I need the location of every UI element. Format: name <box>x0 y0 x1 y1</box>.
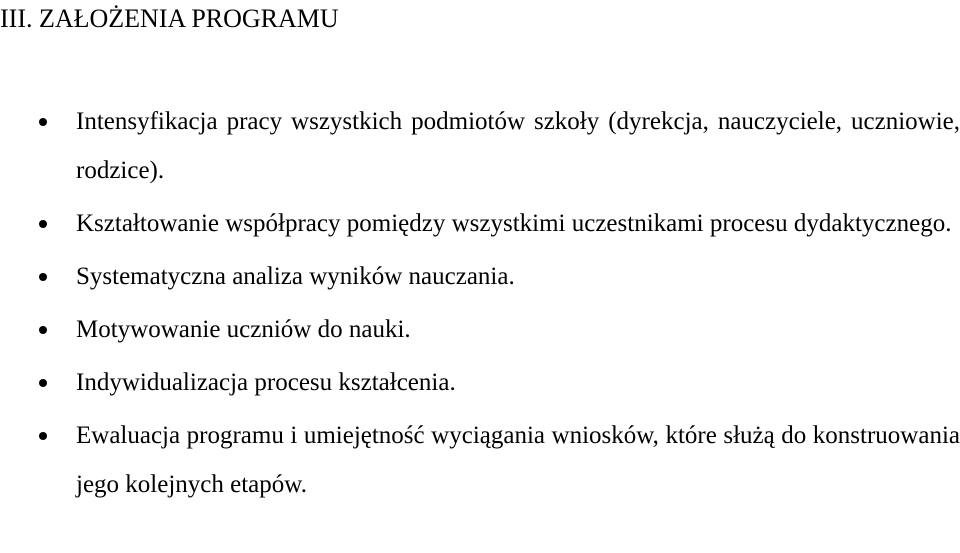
list-item-text: Ewaluacja programu i umiejętność wyciągania wniosków, które służą do konstruowania jego kolejnych etapów. <box>76 422 960 498</box>
list-item <box>0 199 960 248</box>
list-item <box>0 97 960 195</box>
bullet-icon <box>39 326 47 334</box>
list-item-text: Intensyfikacja pracy wszystkich podmiotów szkoły (dyrekcja, nauczyciele, uczniowie, rodzice). <box>76 108 960 184</box>
bullet-icon <box>39 118 47 126</box>
list-item-text: Motywowanie uczniów do nauki. <box>76 316 411 343</box>
bullet-icon <box>39 379 47 387</box>
bullet-icon <box>39 220 47 228</box>
section-heading: III. ZAŁOŻENIA PROGRAMU <box>0 4 339 33</box>
list-item-text: Kształtowanie współpracy pomiędzy wszystkimi uczestnikami procesu dydaktycznego. <box>76 210 952 237</box>
bullet-icon <box>39 273 47 281</box>
assumptions-list <box>0 97 960 513</box>
list-item <box>0 252 960 301</box>
list-item-text: Systematyczna analiza wyników nauczania. <box>76 263 515 290</box>
list-item <box>0 358 960 407</box>
list-item-text: Indywidualizacja procesu kształcenia. <box>76 369 456 396</box>
list-item <box>0 305 960 354</box>
bullet-icon <box>39 432 47 440</box>
list-item <box>0 411 960 509</box>
